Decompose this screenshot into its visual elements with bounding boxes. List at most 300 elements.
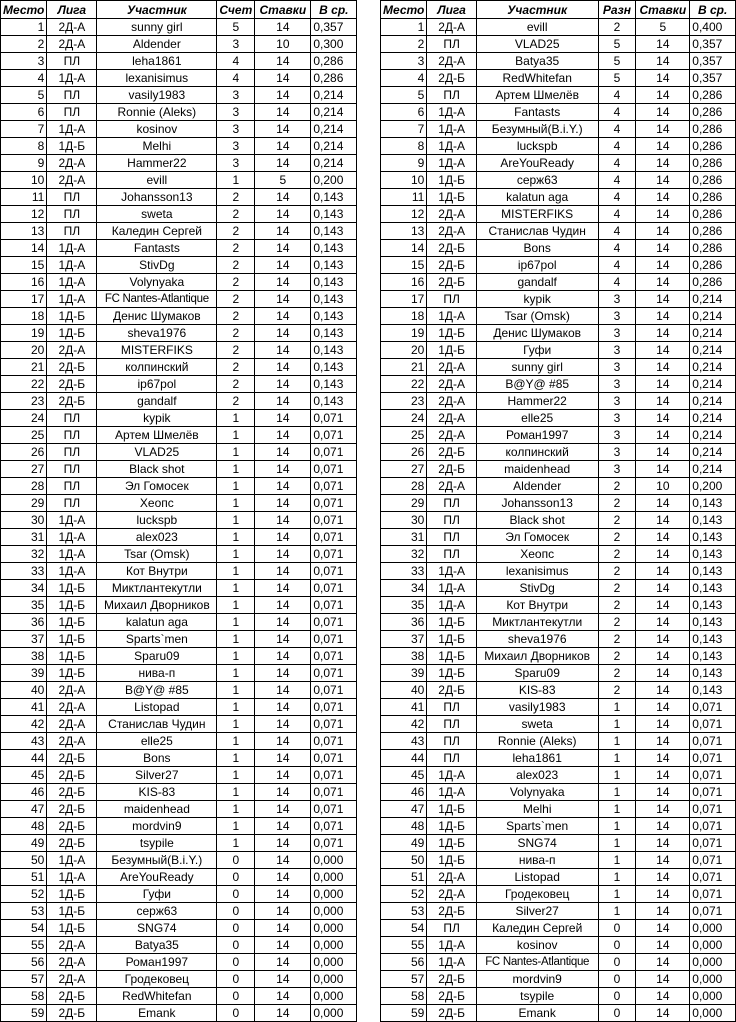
cell-league: 1Д-Б xyxy=(47,920,97,937)
cell-bets: 14 xyxy=(636,767,690,784)
cell-average: 0,071 xyxy=(311,495,357,512)
cell-bets: 14 xyxy=(636,53,690,70)
cell-average: 0,000 xyxy=(311,988,357,1005)
cell-average: 0,143 xyxy=(690,495,736,512)
table-row xyxy=(381,818,736,835)
cell-value: 1 xyxy=(217,444,255,461)
cell-value: 2 xyxy=(598,478,636,495)
cell-bets: 14 xyxy=(255,376,311,393)
cell-participant: kypik xyxy=(476,291,598,308)
cell-participant: VLAD25 xyxy=(476,36,598,53)
cell-value: 1 xyxy=(217,512,255,529)
cell-participant: sheva1976 xyxy=(476,631,598,648)
cell-participant: Денис Шумаков xyxy=(476,325,598,342)
cell-league: 1Д-Б xyxy=(47,325,97,342)
table-row xyxy=(1,308,357,325)
table-row xyxy=(381,410,736,427)
cell-participant: ip67pol xyxy=(97,376,217,393)
cell-place: 32 xyxy=(1,546,47,563)
cell-league: ПЛ xyxy=(427,495,477,512)
cell-bets: 14 xyxy=(636,716,690,733)
cell-participant: Emank xyxy=(476,1005,598,1022)
cell-league: 1Д-А xyxy=(47,852,97,869)
cell-value: 2 xyxy=(217,376,255,393)
cell-place: 42 xyxy=(1,716,47,733)
cell-average: 0,143 xyxy=(311,223,357,240)
cell-average: 0,214 xyxy=(690,359,736,376)
cell-value: 1 xyxy=(598,869,636,886)
cell-average: 0,071 xyxy=(311,699,357,716)
cell-value: 0 xyxy=(598,954,636,971)
cell-league: 1Д-А xyxy=(427,563,477,580)
cell-place: 19 xyxy=(381,325,427,342)
cell-place: 56 xyxy=(381,954,427,971)
cell-place: 23 xyxy=(381,393,427,410)
cell-place: 53 xyxy=(381,903,427,920)
table-row xyxy=(381,954,736,971)
cell-average: 0,143 xyxy=(690,563,736,580)
cell-bets: 14 xyxy=(255,461,311,478)
header-row xyxy=(381,1,736,19)
table-row xyxy=(381,444,736,461)
cell-place: 12 xyxy=(1,206,47,223)
cell-league: 1Д-Б xyxy=(427,325,477,342)
cell-value: 1 xyxy=(598,750,636,767)
cell-bets: 14 xyxy=(255,767,311,784)
cell-place: 54 xyxy=(381,920,427,937)
table-row xyxy=(1,172,357,189)
cell-league: ПЛ xyxy=(47,223,97,240)
cell-average: 0,071 xyxy=(311,801,357,818)
cell-bets: 14 xyxy=(636,104,690,121)
cell-league: 2Д-А xyxy=(427,427,477,444)
cell-value: 3 xyxy=(598,410,636,427)
table-row xyxy=(1,546,357,563)
cell-value: 0 xyxy=(598,971,636,988)
cell-bets: 14 xyxy=(255,818,311,835)
cell-place: 40 xyxy=(381,682,427,699)
cell-bets: 14 xyxy=(255,19,311,36)
cell-value: 2 xyxy=(217,342,255,359)
cell-place: 55 xyxy=(1,937,47,954)
cell-league: 2Д-А xyxy=(427,19,477,36)
cell-value: 2 xyxy=(598,546,636,563)
cell-participant: SNG74 xyxy=(476,835,598,852)
cell-average: 0,286 xyxy=(690,240,736,257)
table-row xyxy=(381,495,736,512)
table-row xyxy=(381,104,736,121)
header-participant: Участник xyxy=(476,1,598,19)
cell-place: 6 xyxy=(1,104,47,121)
cell-value: 0 xyxy=(598,988,636,1005)
cell-league: 2Д-Б xyxy=(427,971,477,988)
cell-league: 1Д-А xyxy=(47,529,97,546)
cell-league: 2Д-А xyxy=(427,410,477,427)
cell-participant: MISTERFIKS xyxy=(97,342,217,359)
cell-value: 1 xyxy=(217,835,255,852)
table-row xyxy=(381,512,736,529)
table-row xyxy=(381,257,736,274)
cell-value: 3 xyxy=(598,427,636,444)
cell-league: 1Д-Б xyxy=(47,597,97,614)
cell-participant: alex023 xyxy=(97,529,217,546)
cell-league: 1Д-А xyxy=(47,546,97,563)
cell-participant: Роман1997 xyxy=(97,954,217,971)
cell-place: 29 xyxy=(381,495,427,512)
cell-place: 22 xyxy=(381,376,427,393)
cell-league: 2Д-А xyxy=(47,733,97,750)
cell-average: 0,071 xyxy=(690,784,736,801)
cell-bets: 14 xyxy=(255,444,311,461)
cell-participant: Black shot xyxy=(97,461,217,478)
cell-place: 43 xyxy=(381,733,427,750)
table-row xyxy=(381,291,736,308)
cell-league: 2Д-Б xyxy=(427,903,477,920)
cell-league: 2Д-Б xyxy=(427,1005,477,1022)
cell-average: 0,214 xyxy=(311,138,357,155)
cell-participant: Эл Гомосек xyxy=(476,529,598,546)
cell-place: 57 xyxy=(1,971,47,988)
cell-place: 20 xyxy=(1,342,47,359)
cell-average: 0,143 xyxy=(311,291,357,308)
cell-value: 0 xyxy=(217,920,255,937)
cell-bets: 14 xyxy=(636,138,690,155)
cell-league: 2Д-Б xyxy=(47,750,97,767)
table-row xyxy=(1,104,357,121)
cell-place: 55 xyxy=(381,937,427,954)
cell-average: 0,000 xyxy=(311,971,357,988)
cell-average: 0,143 xyxy=(690,614,736,631)
cell-average: 0,071 xyxy=(690,716,736,733)
cell-value: 1 xyxy=(598,699,636,716)
cell-value: 1 xyxy=(598,733,636,750)
table-row xyxy=(381,155,736,172)
cell-league: 2Д-А xyxy=(47,971,97,988)
cell-bets: 14 xyxy=(255,410,311,427)
cell-average: 0,000 xyxy=(311,886,357,903)
cell-participant: Melhi xyxy=(97,138,217,155)
cell-place: 42 xyxy=(381,716,427,733)
cell-participant: нива-п xyxy=(476,852,598,869)
cell-participant: elle25 xyxy=(476,410,598,427)
table-row xyxy=(1,410,357,427)
cell-participant: elle25 xyxy=(97,733,217,750)
cell-place: 14 xyxy=(1,240,47,257)
cell-place: 38 xyxy=(381,648,427,665)
cell-league: 1Д-Б xyxy=(47,631,97,648)
cell-league: 2Д-Б xyxy=(427,444,477,461)
cell-bets: 5 xyxy=(636,19,690,36)
table-row xyxy=(381,274,736,291)
cell-bets: 14 xyxy=(636,342,690,359)
cell-value: 2 xyxy=(598,682,636,699)
table-row xyxy=(1,87,357,104)
cell-league: ПЛ xyxy=(47,189,97,206)
cell-average: 0,071 xyxy=(311,750,357,767)
cell-place: 1 xyxy=(1,19,47,36)
cell-average: 0,143 xyxy=(311,342,357,359)
cell-league: 2Д-А xyxy=(427,223,477,240)
cell-league: ПЛ xyxy=(47,478,97,495)
cell-average: 0,143 xyxy=(690,546,736,563)
cell-place: 44 xyxy=(1,750,47,767)
header-bets: Ставки xyxy=(636,1,690,19)
cell-bets: 14 xyxy=(636,580,690,597)
cell-value: 2 xyxy=(217,223,255,240)
cell-bets: 14 xyxy=(636,648,690,665)
table-row xyxy=(1,801,357,818)
cell-league: 1Д-Б xyxy=(47,308,97,325)
table-row xyxy=(1,937,357,954)
cell-participant: Эл Гомосек xyxy=(97,478,217,495)
cell-average: 0,000 xyxy=(311,852,357,869)
cell-place: 16 xyxy=(381,274,427,291)
cell-place: 48 xyxy=(381,818,427,835)
cell-value: 1 xyxy=(217,716,255,733)
cell-bets: 14 xyxy=(255,903,311,920)
cell-bets: 14 xyxy=(636,886,690,903)
cell-league: 1Д-Б xyxy=(47,886,97,903)
table-row xyxy=(381,70,736,87)
cell-participant: Гуфи xyxy=(476,342,598,359)
cell-bets: 14 xyxy=(255,1005,311,1022)
cell-average: 0,143 xyxy=(690,631,736,648)
cell-bets: 14 xyxy=(636,87,690,104)
cell-participant: lucksрb xyxy=(97,512,217,529)
cell-value: 1 xyxy=(217,495,255,512)
cell-average: 0,143 xyxy=(690,682,736,699)
cell-bets: 14 xyxy=(636,971,690,988)
table-row xyxy=(1,155,357,172)
cell-value: 1 xyxy=(217,631,255,648)
cell-bets: 14 xyxy=(636,359,690,376)
cell-average: 0,214 xyxy=(690,410,736,427)
header-difference: Разн xyxy=(598,1,636,19)
table-row xyxy=(381,87,736,104)
cell-participant: FC Nantes-Atlantique xyxy=(97,291,217,308)
table-row xyxy=(381,223,736,240)
cell-bets: 14 xyxy=(255,971,311,988)
cell-bets: 14 xyxy=(636,206,690,223)
cell-place: 18 xyxy=(1,308,47,325)
cell-participant: SNG74 xyxy=(97,920,217,937)
cell-participant: alex023 xyxy=(476,767,598,784)
cell-league: 2Д-А xyxy=(427,886,477,903)
cell-bets: 14 xyxy=(255,53,311,70)
cell-participant: Гродековец xyxy=(97,971,217,988)
cell-participant: Volynyaka xyxy=(97,274,217,291)
cell-average: 0,143 xyxy=(690,529,736,546)
table-row xyxy=(381,869,736,886)
cell-bets: 14 xyxy=(636,376,690,393)
cell-average: 0,000 xyxy=(311,937,357,954)
table-row xyxy=(1,597,357,614)
cell-place: 2 xyxy=(1,36,47,53)
cell-league: 2Д-А xyxy=(47,342,97,359)
table-row xyxy=(381,682,736,699)
cell-value: 2 xyxy=(217,257,255,274)
cell-league: ПЛ xyxy=(427,36,477,53)
cell-place: 12 xyxy=(381,206,427,223)
table-row xyxy=(1,53,357,70)
cell-bets: 14 xyxy=(255,121,311,138)
header-league: Лига xyxy=(47,1,97,19)
right-standings-table xyxy=(380,0,736,1022)
cell-league: 2Д-А xyxy=(427,376,477,393)
table-row xyxy=(1,427,357,444)
cell-participant: Fantasts xyxy=(476,104,598,121)
cell-value: 3 xyxy=(598,342,636,359)
cell-value: 1 xyxy=(217,427,255,444)
cell-place: 57 xyxy=(381,971,427,988)
cell-league: 1Д-А xyxy=(427,954,477,971)
cell-place: 8 xyxy=(1,138,47,155)
cell-participant: Silver27 xyxy=(97,767,217,784)
table-row xyxy=(381,393,736,410)
cell-bets: 14 xyxy=(255,70,311,87)
cell-bets: 14 xyxy=(636,427,690,444)
table-row xyxy=(1,121,357,138)
cell-value: 1 xyxy=(217,580,255,597)
cell-bets: 14 xyxy=(255,716,311,733)
table-row xyxy=(1,512,357,529)
cell-participant: Ronnie (Aleks) xyxy=(97,104,217,121)
table-row xyxy=(1,920,357,937)
cell-league: 1Д-А xyxy=(427,784,477,801)
cell-average: 0,286 xyxy=(690,172,736,189)
cell-participant: mordvin9 xyxy=(97,818,217,835)
cell-average: 0,357 xyxy=(311,19,357,36)
cell-average: 0,357 xyxy=(690,53,736,70)
cell-place: 49 xyxy=(1,835,47,852)
cell-bets: 14 xyxy=(255,665,311,682)
cell-participant: RedWhitefan xyxy=(476,70,598,87)
cell-place: 30 xyxy=(1,512,47,529)
cell-value: 4 xyxy=(598,155,636,172)
cell-bets: 14 xyxy=(255,733,311,750)
cell-place: 38 xyxy=(1,648,47,665)
table-row xyxy=(381,750,736,767)
cell-place: 27 xyxy=(1,461,47,478)
cell-bets: 14 xyxy=(255,988,311,1005)
cell-average: 0,143 xyxy=(311,206,357,223)
cell-league: ПЛ xyxy=(47,444,97,461)
cell-bets: 14 xyxy=(255,614,311,631)
cell-bets: 14 xyxy=(255,155,311,172)
cell-participant: VLAD25 xyxy=(97,444,217,461)
cell-league: 2Д-А xyxy=(427,478,477,495)
table-row xyxy=(381,988,736,1005)
table-row xyxy=(381,886,736,903)
cell-league: 2Д-Б xyxy=(427,257,477,274)
table-row xyxy=(381,784,736,801)
cell-place: 47 xyxy=(381,801,427,818)
cell-league: 1Д-А xyxy=(427,138,477,155)
cell-value: 1 xyxy=(598,903,636,920)
cell-participant: Хеопс xyxy=(97,495,217,512)
cell-value: 1 xyxy=(217,767,255,784)
cell-value: 1 xyxy=(598,801,636,818)
cell-bets: 14 xyxy=(255,512,311,529)
cell-place: 58 xyxy=(381,988,427,1005)
cell-bets: 14 xyxy=(255,342,311,359)
cell-place: 59 xyxy=(381,1005,427,1022)
cell-league: 2Д-А xyxy=(47,155,97,172)
cell-participant: MISTERFIKS xyxy=(476,206,598,223)
cell-place: 3 xyxy=(381,53,427,70)
cell-value: 2 xyxy=(598,563,636,580)
cell-participant: Артем Шмелёв xyxy=(476,87,598,104)
cell-bets: 14 xyxy=(636,546,690,563)
cell-value: 1 xyxy=(598,716,636,733)
cell-place: 4 xyxy=(1,70,47,87)
cell-value: 3 xyxy=(217,104,255,121)
cell-bets: 14 xyxy=(255,359,311,376)
cell-average: 0,143 xyxy=(311,274,357,291)
cell-bets: 14 xyxy=(255,631,311,648)
cell-place: 43 xyxy=(1,733,47,750)
cell-participant: Хеопс xyxy=(476,546,598,563)
cell-league: 1Д-А xyxy=(427,597,477,614)
table-row xyxy=(1,376,357,393)
table-row xyxy=(1,852,357,869)
cell-league: 2Д-Б xyxy=(427,70,477,87)
header-place: Место xyxy=(1,1,47,19)
cell-league: 2Д-А xyxy=(427,393,477,410)
cell-league: 2Д-Б xyxy=(427,274,477,291)
cell-participant: StivDg xyxy=(97,257,217,274)
header-bets: Ставки xyxy=(255,1,311,19)
cell-place: 5 xyxy=(381,87,427,104)
table-row xyxy=(381,138,736,155)
cell-average: 0,071 xyxy=(690,886,736,903)
header-place: Место xyxy=(381,1,427,19)
cell-participant: sunny girl xyxy=(97,19,217,36)
cell-bets: 14 xyxy=(255,784,311,801)
cell-place: 14 xyxy=(381,240,427,257)
cell-participant: kypik xyxy=(97,410,217,427)
cell-place: 11 xyxy=(1,189,47,206)
cell-value: 3 xyxy=(598,461,636,478)
cell-value: 3 xyxy=(598,444,636,461)
cell-league: ПЛ xyxy=(47,427,97,444)
cell-average: 0,071 xyxy=(311,461,357,478)
cell-value: 4 xyxy=(598,104,636,121)
cell-place: 10 xyxy=(381,172,427,189)
table-row xyxy=(381,767,736,784)
cell-average: 0,000 xyxy=(311,954,357,971)
cell-league: 1Д-А xyxy=(427,767,477,784)
cell-average: 0,286 xyxy=(690,138,736,155)
cell-league: ПЛ xyxy=(47,87,97,104)
cell-league: 1Д-Б xyxy=(47,665,97,682)
cell-place: 48 xyxy=(1,818,47,835)
cell-value: 2 xyxy=(217,189,255,206)
cell-league: 1Д-А xyxy=(427,937,477,954)
cell-participant: Batya35 xyxy=(97,937,217,954)
cell-value: 1 xyxy=(217,597,255,614)
cell-value: 1 xyxy=(217,818,255,835)
cell-bets: 14 xyxy=(255,954,311,971)
cell-value: 0 xyxy=(217,971,255,988)
cell-place: 41 xyxy=(1,699,47,716)
cell-value: 1 xyxy=(217,563,255,580)
cell-average: 0,214 xyxy=(690,308,736,325)
table-row xyxy=(381,461,736,478)
cell-participant: tsypile xyxy=(476,988,598,1005)
cell-participant: Aldender xyxy=(97,36,217,53)
cell-league: ПЛ xyxy=(427,699,477,716)
